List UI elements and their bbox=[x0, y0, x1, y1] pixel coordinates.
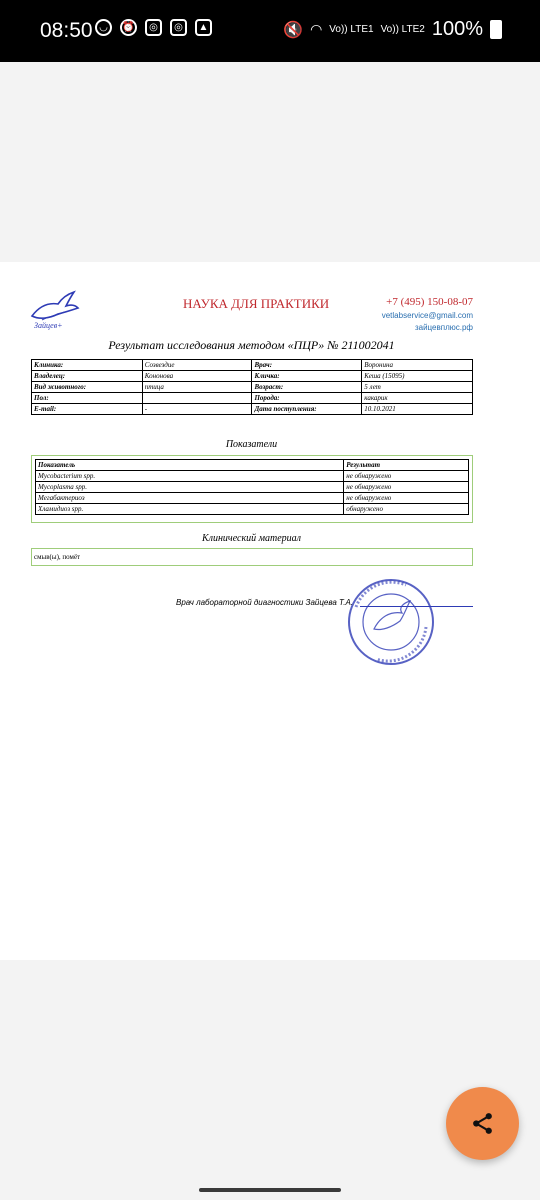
info-label: Врач: bbox=[252, 360, 362, 371]
indicator-name: Mycoplasma spp. bbox=[36, 482, 344, 493]
table-row bbox=[32, 404, 473, 415]
brand-title: НАУКА ДЛЯ ПРАКТИКИ bbox=[183, 296, 330, 311]
alarm-icon: ⏰ bbox=[120, 19, 137, 36]
indicator-name: Mycobacterium spp. bbox=[36, 471, 344, 482]
table-row bbox=[32, 371, 473, 382]
share-button[interactable] bbox=[446, 1087, 519, 1160]
contact-email: vetlabservice@gmail.com bbox=[381, 311, 473, 320]
info-label: Кличка: bbox=[252, 371, 362, 382]
notification-icons bbox=[95, 19, 212, 36]
clock: 08:50 bbox=[40, 19, 93, 42]
signature-text: Врач лабораторной диагностики Зайцева Т.А. bbox=[176, 598, 354, 607]
info-value: 5 лет bbox=[362, 382, 473, 393]
home-gesture-bar[interactable] bbox=[199, 1188, 341, 1192]
battery-icon bbox=[490, 20, 502, 39]
table-row bbox=[32, 360, 473, 371]
table-row bbox=[32, 393, 473, 404]
signal-lte2: Vo)) LTE2 bbox=[380, 24, 425, 35]
table-row bbox=[32, 382, 473, 393]
material-box bbox=[31, 548, 473, 566]
table-row bbox=[36, 482, 469, 493]
battery-level: 100% bbox=[431, 18, 483, 40]
indicator-result: не обнаружено bbox=[344, 493, 469, 504]
info-label: Пол: bbox=[32, 393, 143, 404]
contact-phone: +7 (495) 150-08-07 bbox=[386, 296, 473, 308]
signal-lte1: Vo)) LTE1 bbox=[329, 24, 374, 35]
info-label: E-mail: bbox=[32, 404, 143, 415]
info-value: птица bbox=[142, 382, 252, 393]
material-heading: Клинический материал bbox=[201, 533, 302, 544]
info-label: Порода: bbox=[252, 393, 362, 404]
instagram-icon: ◎ bbox=[145, 19, 162, 36]
table-row bbox=[36, 471, 469, 482]
indicators-table bbox=[35, 459, 469, 515]
status-bar bbox=[0, 0, 540, 62]
info-value: Кононова bbox=[142, 371, 252, 382]
info-label: Возраст: bbox=[252, 382, 362, 393]
stamp-seal-icon bbox=[346, 577, 436, 667]
info-value: 10.10.2021 bbox=[362, 404, 473, 415]
info-label: Дата поступления: bbox=[252, 404, 362, 415]
table-row bbox=[36, 493, 469, 504]
indicators-heading: Показатели bbox=[225, 439, 278, 450]
column-header-result: Результат bbox=[344, 460, 469, 471]
face-icon: ◡ bbox=[95, 19, 112, 36]
table-header-row bbox=[36, 460, 469, 471]
info-label: Клиника: bbox=[32, 360, 143, 371]
material-value: смыв(ы), помёт bbox=[34, 553, 81, 561]
share-icon bbox=[470, 1111, 495, 1136]
info-value: какарик bbox=[362, 393, 473, 404]
info-value: Кеша (15095) bbox=[362, 371, 473, 382]
patient-info-table bbox=[31, 359, 473, 415]
table-row bbox=[36, 504, 469, 515]
info-value: Созвездие bbox=[142, 360, 252, 371]
contact-site: зайцевплюс.рф bbox=[414, 323, 473, 332]
indicator-name: Мегабактериоз bbox=[36, 493, 344, 504]
info-value bbox=[142, 393, 252, 404]
document-title: Результат исследования методом «ПЦР» № 211002041 bbox=[108, 338, 395, 352]
logo-text: Зайцев+ bbox=[34, 321, 63, 330]
indicator-result: не обнаружено bbox=[344, 471, 469, 482]
wifi-icon: ◠ bbox=[310, 21, 323, 37]
mute-icon: 🔇 bbox=[283, 21, 304, 39]
info-label: Вид животного: bbox=[32, 382, 143, 393]
info-value: Воронина bbox=[362, 360, 473, 371]
rabbit-logo-icon bbox=[28, 290, 80, 330]
instagram-icon: ◎ bbox=[170, 19, 187, 36]
indicators-box bbox=[31, 455, 473, 523]
info-label: Владелец: bbox=[32, 371, 143, 382]
signature-line bbox=[360, 606, 473, 607]
system-icons bbox=[283, 18, 502, 41]
column-header-indicator: Показатель bbox=[36, 460, 344, 471]
indicator-result: обнаружено bbox=[344, 504, 469, 515]
info-value: - bbox=[142, 404, 252, 415]
gallery-icon: ▲ bbox=[195, 19, 212, 36]
indicator-result: не обнаружено bbox=[344, 482, 469, 493]
indicator-name: Хламидиоз spp. bbox=[36, 504, 344, 515]
